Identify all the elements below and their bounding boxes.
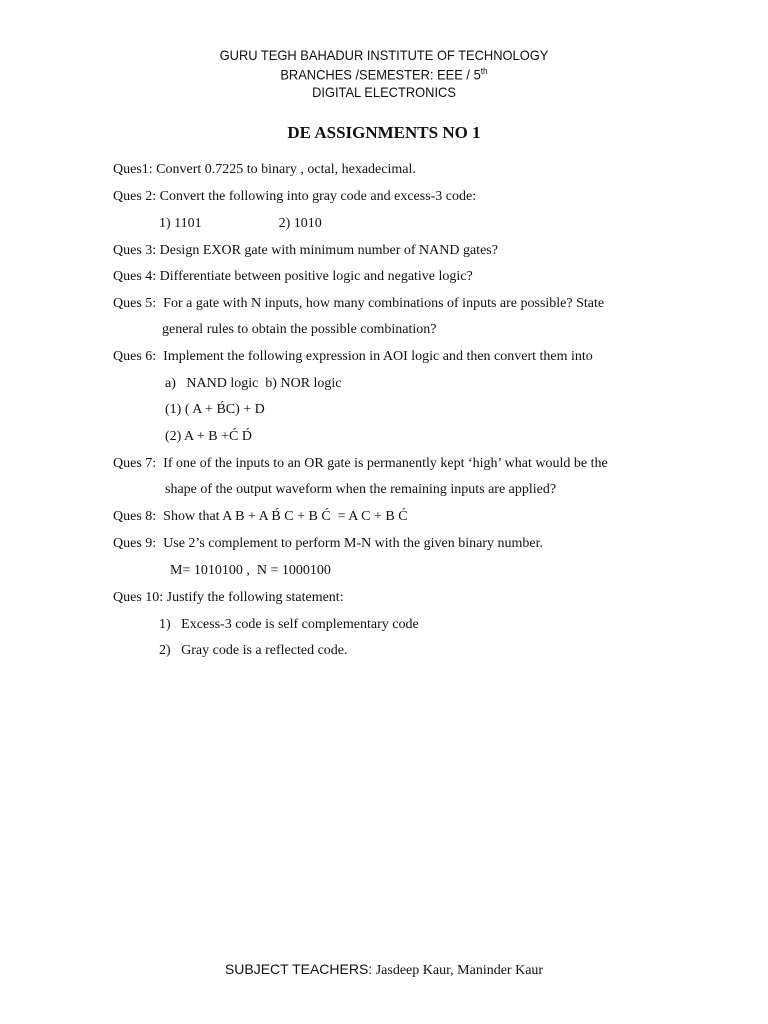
question-6-expr-1: (1) ( A + B́C) + D: [165, 402, 265, 417]
question-9-values: M= 1010100 , N = 1000100: [170, 563, 331, 578]
question-6: Ques 6: Implement the following expression in AOI logic and then convert them into: [113, 349, 593, 364]
question-2-items: 1) 1101 2) 1010: [159, 216, 322, 231]
branch-sup: th: [480, 66, 488, 76]
footer-names: Jasdeep Kaur, Maninder Kaur: [372, 963, 544, 978]
question-1: Ques1: Convert 0.7225 to binary , octal, hexadecimal.: [113, 162, 416, 177]
question-10-item-1: 1) Excess-3 code is self complementary code: [159, 617, 419, 632]
question-9: Ques 9: Use 2’s complement to perform M-N with the given binary number.: [113, 536, 544, 551]
question-5: Ques 5: For a gate with N inputs, how many combinations of inputs are possible? State: [113, 296, 605, 311]
question-10-item-2: 2) Gray code is a reflected code.: [159, 643, 348, 658]
branch-semester: [31, 66, 738, 83]
footer-label: SUBJECT TEACHERS:: [224, 961, 373, 977]
question-8: Ques 8: Show that A B + A B́ C + B Ć = A C + B Ć: [113, 509, 408, 524]
institute-name: GURU TEGH BAHADUR INSTITUTE OF TECHNOLOGY: [219, 47, 549, 63]
question-7: Ques 7: If one of the inputs to an OR gate is permanently kept ‘high’ what would be the: [113, 456, 608, 471]
question-4: Ques 4: Differentiate between positive logic and negative logic?: [113, 269, 473, 284]
page-title: DE ASSIGNMENTS NO 1: [287, 123, 481, 142]
question-10: Ques 10: Justify the following statement:: [113, 590, 344, 605]
question-3: Ques 3: Design EXOR gate with minimum number of NAND gates?: [113, 243, 498, 258]
question-6-a: a) NAND logic b) NOR logic: [165, 376, 342, 391]
footer-teachers: [0, 961, 768, 979]
question-2: Ques 2: Convert the following into gray code and excess-3 code:: [113, 189, 477, 204]
subject-name: DIGITAL ELECTRONICS: [312, 84, 456, 100]
branch-text: BRANCHES /SEMESTER: EEE / 5: [280, 66, 481, 83]
question-5-cont: general rules to obtain the possible combination?: [162, 322, 437, 337]
question-6-expr-2: (2) A + B +Ć D́: [165, 429, 252, 444]
question-7-cont: shape of the output waveform when the remaining inputs are applied?: [165, 482, 557, 497]
